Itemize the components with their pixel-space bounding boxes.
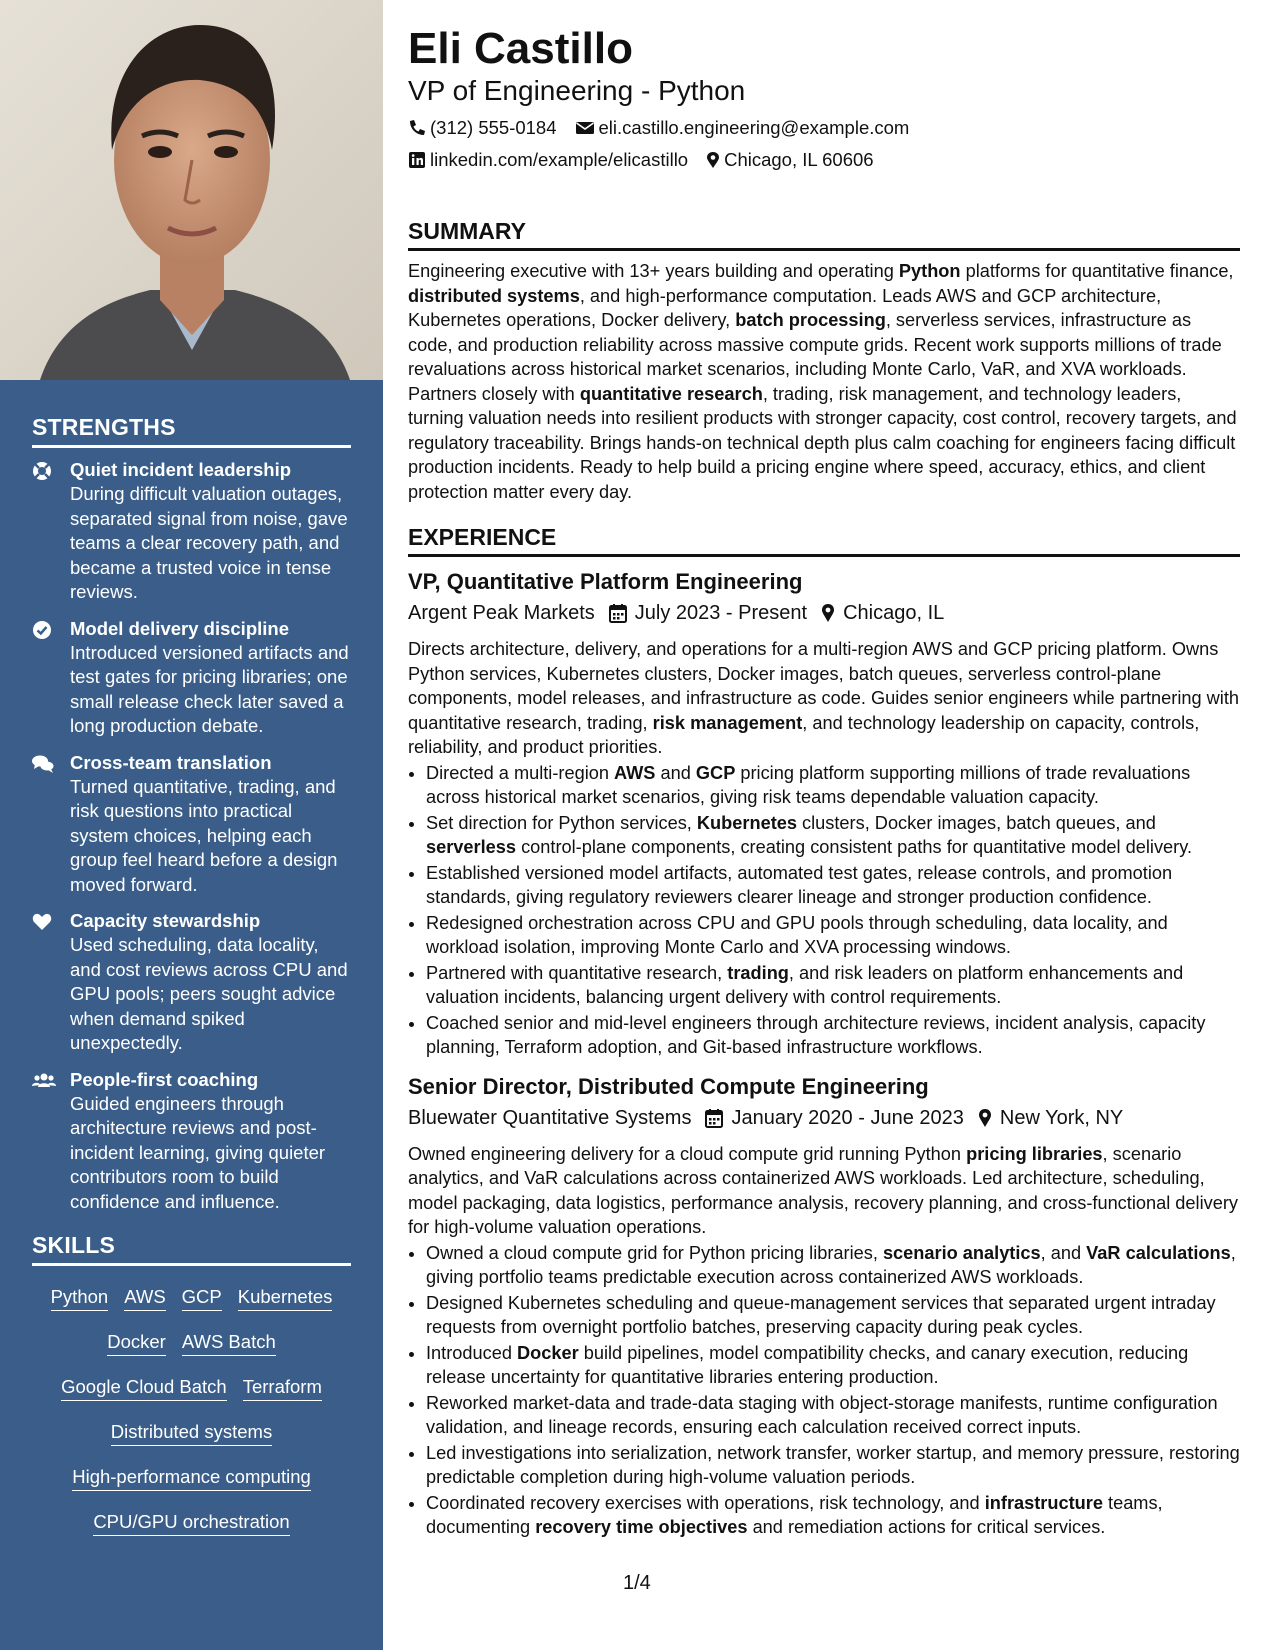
email-link[interactable]: eli.castillo.engineering@example.com xyxy=(598,117,910,138)
skill-tag: Docker xyxy=(107,1331,166,1356)
job-meta xyxy=(408,597,1240,629)
skill-tag: AWS xyxy=(124,1286,165,1311)
job-bullets xyxy=(408,761,1240,1060)
list-item: • Established versioned model artifacts, automated test gates, release controls, and promotion standards, giving regulatory reviewers clearer lineage and stronger production confidence. xyxy=(426,861,1240,910)
list-item: • Reworked market-data and trade-data staging with object-storage manifests, runtime configuration validation, and lineage records, ensuring each calculation received correct inputs. xyxy=(426,1391,1240,1440)
list-item: • Introduced Docker build pipelines, model compatibility checks, and canary execution, reducing release uncertainty for quantitative libraries entering production. xyxy=(426,1341,1240,1390)
strength-desc: During difficult valuation outages, separated signal from noise, gave teams a clear recovery path, and became a trusted voice in tense reviews. xyxy=(70,483,348,602)
phone-icon xyxy=(408,119,426,137)
list-item: • Coordinated recovery exercises with operations, risk technology, and infrastructure teams, documenting recovery time objectives and remediation actions for critical services. xyxy=(426,1491,1240,1540)
summary-text: Engineering executive with 13+ years building and operating Python platforms for quantitative finance, distributed systems, and high-performance computation. Leads AWS and GCP architecture, Kubernetes operations, Docker delivery, batch processing, serverless services, infrastructure as code, and production reliability across massive compute grids. Recent work supports millions of trade revaluations across historical market scenarios, including Monte Carlo, VaR, and XVA workloads. Partners closely with quantitative research, trading, risk management, and technology leaders, turning valuation needs into resilient products with stronger capacity, cost control, recovery targets, and regulatory traceability. Brings hands-on technical depth plus calm coaching for engineers facing difficult production incidents. Ready to help build a pricing engine where speed, accuracy, ethics, and client protection matter every day. xyxy=(408,261,1237,502)
skill-tag: CPU/GPU orchestration xyxy=(93,1511,289,1536)
strength-desc: Guided engineers through architecture reviews and post-incident learning, giving quieter contributors room to build confidence and influence. xyxy=(70,1092,326,1212)
skill-tag: High-performance computing xyxy=(72,1466,311,1491)
calendar-icon xyxy=(705,1108,723,1128)
linkedin-link[interactable]: linkedin.com/example/elicastillo xyxy=(430,149,689,170)
company-name: Argent Peak Markets xyxy=(408,602,595,624)
strength-item xyxy=(32,909,351,1056)
candidate-role: VP of Engineering - Python xyxy=(408,75,746,106)
strength-title: Model delivery discipline xyxy=(70,617,289,639)
skills-title: SKILLS xyxy=(32,1232,351,1266)
strength-item xyxy=(32,1068,351,1215)
job-title: VP, Quantitative Platform Engineering xyxy=(408,569,803,594)
life-ring-icon xyxy=(32,461,52,481)
list-item: • Coached senior and mid-level engineers through architecture reviews, incident analysis, capacity planning, Terraform adoption, and Git-based infrastructure workflows. xyxy=(426,1011,1240,1060)
contact-info xyxy=(408,112,1240,176)
strengths-list xyxy=(32,458,351,1214)
strength-desc: Used scheduling, data locality, and cost reviews across CPU and GPU pools; peers sought advice when demand spiked unexpectedly. xyxy=(70,934,348,1053)
job-meta xyxy=(408,1102,1240,1134)
users-icon xyxy=(32,1071,56,1091)
check-circle-icon xyxy=(32,620,52,640)
skill-tag: Terraform xyxy=(243,1376,322,1401)
strength-title: People-first coaching xyxy=(70,1068,259,1090)
candidate-name: Eli Castillo xyxy=(408,24,633,73)
strength-desc: Turned quantitative, trading, and risk questions into practical system choices, helping each group feel heard before a design moved forward. xyxy=(70,775,338,895)
location-text: Chicago, IL 60606 xyxy=(724,149,874,170)
strength-title: Capacity stewardship xyxy=(70,910,261,931)
list-item: • Owned a cloud compute grid for Python pricing libraries, scenario analytics, and VaR calculations, giving portfolio teams predictable execution across containerized AWS workloads. xyxy=(426,1241,1240,1290)
job-dates: July 2023 - Present xyxy=(634,602,808,624)
skill-tag: Distributed systems xyxy=(111,1421,272,1446)
list-item: • Designed Kubernetes scheduling and queue-management services that separated urgent intraday requests from overnight portfolio batches, preserving capacity during peak cycles. xyxy=(426,1291,1240,1340)
skill-tag: Google Cloud Batch xyxy=(61,1376,227,1401)
strength-title: Cross-team translation xyxy=(70,751,272,773)
main-content xyxy=(408,0,1240,1540)
page-number: 1/4 xyxy=(623,1572,651,1594)
skill-tag: AWS Batch xyxy=(182,1331,276,1356)
strength-item xyxy=(32,458,351,605)
job-title: Senior Director, Distributed Compute Engineering xyxy=(408,1073,929,1099)
heart-icon xyxy=(32,912,52,932)
list-item: • Directed a multi-region AWS and GCP pricing platform supporting millions of trade revaluations across historical market scenarios, giving risk teams dependable valuation capacity. xyxy=(426,761,1240,810)
skill-tag: GCP xyxy=(182,1286,222,1311)
linkedin-icon xyxy=(408,151,426,169)
skill-tag: Python xyxy=(51,1286,109,1311)
summary-title: SUMMARY xyxy=(408,218,1240,251)
job-intro: Directs architecture, delivery, and operations for a multi-region AWS and GCP pricing platform. Owns Python services, Kubernetes clusters, Docker images, batch queues, serverless control-plane components, model releases, and infrastructure as code. Guides senior engineers while partnering with quantitative research, trading, risk management, and technology leadership on capacity, controls, reliability, and product priorities. xyxy=(408,639,1240,757)
calendar-icon xyxy=(609,603,627,623)
company-name: Bluewater Quantitative Systems xyxy=(408,1106,692,1129)
map-marker-icon xyxy=(821,603,835,623)
list-item: • Redesigned orchestration across CPU and GPU pools through scheduling, data locality, and workload isolation, improving Monte Carlo and XVA processing windows. xyxy=(426,911,1240,960)
map-marker-icon xyxy=(706,151,720,169)
profile-photo xyxy=(0,0,383,380)
strength-item xyxy=(32,751,351,898)
strength-desc: Introduced versioned artifacts and test gates for pricing libraries; one small release check later saved a long production debate. xyxy=(70,641,349,736)
job-intro: Owned engineering delivery for a cloud compute grid running Python pricing libraries, scenario analytics, and VaR calculations across containerized AWS workloads. Led architecture, scheduling, model packaging, data logistics, performance analysis, recovery planning, and cross-functional delivery for high-volume valuation operations. xyxy=(408,1143,1238,1237)
envelope-icon xyxy=(575,120,595,136)
list-item: • Set direction for Python services, Kubernetes clusters, Docker images, batch queues, and serverless control-plane components, creating consistent paths for quantitative model delivery. xyxy=(426,811,1240,860)
experience-title: EXPERIENCE xyxy=(408,524,1240,557)
phone-number[interactable]: (312) 555-0184 xyxy=(430,117,557,138)
comments-icon xyxy=(32,754,54,774)
job-bullets xyxy=(408,1241,1240,1540)
strengths-title: STRENGTHS xyxy=(32,414,351,448)
skills-list xyxy=(32,1276,351,1546)
skill-tag: Kubernetes xyxy=(238,1286,333,1311)
list-item: • Led investigations into serialization, network transfer, worker startup, and memory pressure, restoring predictable completion during high-volume valuation periods. xyxy=(426,1441,1240,1490)
strength-title: Quiet incident leadership xyxy=(70,459,292,480)
job-dates: January 2020 - June 2023 xyxy=(731,1106,964,1129)
job-location: New York, NY xyxy=(999,1106,1124,1129)
map-marker-icon xyxy=(978,1108,992,1128)
strength-item xyxy=(32,617,351,739)
job-location: Chicago, IL xyxy=(843,602,945,624)
sidebar xyxy=(0,0,383,1650)
list-item: • Partnered with quantitative research, trading, and risk leaders on platform enhancements and valuation incidents, balancing urgent delivery with control requirements. xyxy=(426,961,1240,1010)
